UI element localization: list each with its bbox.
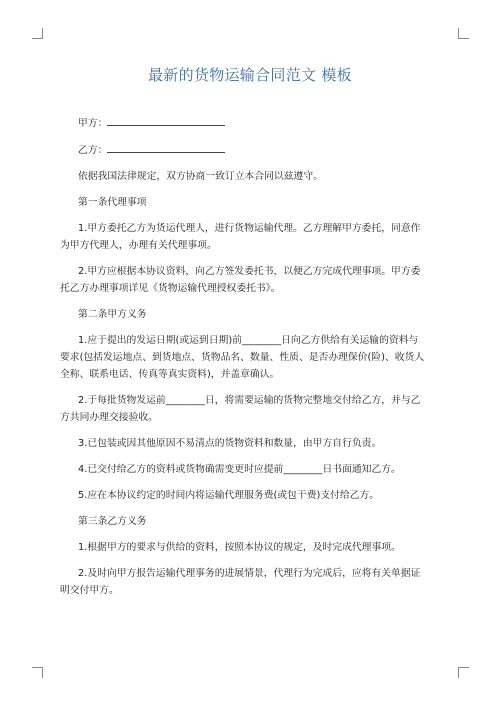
- paragraph-line: 2.及时向甲方报告运输代理事务的进展情景，代理行为完成后，应将有关单据证: [78, 568, 421, 579]
- paragraph: [60, 392, 445, 426]
- paragraph-line: 4.已交付给乙方的资料或货物确需变更时应提前________日书面通知乙方。: [78, 464, 401, 475]
- party-a-label: 甲方：: [78, 118, 108, 129]
- paragraph: [60, 220, 445, 254]
- paragraph: [60, 487, 445, 504]
- section-heading: [60, 306, 445, 323]
- paragraph-line: 方共同办理交接验收。: [60, 412, 158, 423]
- paragraph-line: 第二条甲方义务: [78, 309, 147, 320]
- party-a-line: [60, 114, 445, 132]
- crop-mark-bottom-right: [458, 667, 469, 678]
- paragraph-line: 2.甲方应根据本协议资料，向乙方签发委托书，以便乙方完成代理事项。甲方委: [78, 266, 421, 277]
- section-heading: [60, 194, 445, 211]
- paragraph-line: 依据我国法律规定，双方协商一致订立本合同以兹遵守。: [78, 171, 323, 182]
- paragraph-line: 第三条乙方义务: [78, 516, 147, 527]
- paragraph-line: 5.应在本协议约定的时间内将运输代理服务费(或包干费)支付给乙方。: [78, 490, 380, 501]
- paragraph: [60, 539, 445, 556]
- paragraph-line: 1.根据甲方的要求与供给的资料，按照本协议的规定，及时完成代理事项。: [78, 542, 401, 553]
- section-heading: [60, 513, 445, 530]
- paragraph: [60, 435, 445, 452]
- party-b-label: 乙方：: [78, 145, 108, 156]
- paragraph-line: 托乙方办理事项详见《货物运输代理授权委托书》。: [60, 283, 281, 294]
- paragraph-line: 第一条代理事项: [78, 197, 147, 208]
- paragraph-line: 1.应于提出的发运日期(或运到日期)前________日向乙方供给有关运输的资料与: [78, 335, 419, 346]
- crop-mark-top-left: [32, 28, 43, 39]
- crop-mark-bottom-left: [32, 667, 43, 678]
- paragraph: [60, 168, 445, 185]
- party-b-line: [60, 141, 445, 159]
- paragraph-line: 要求(包括发运地点、到货地点、货物品名、数量、性质、是否办理保价(险)、收货人: [60, 352, 425, 363]
- paragraph-line: 3.已包装或因其他原因不易清点的货物资料和数量，由甲方自行负责。: [78, 438, 382, 449]
- paragraph: [60, 461, 445, 478]
- paragraph: [60, 565, 445, 599]
- paragraph-line: 明交付甲方。: [60, 585, 119, 596]
- paragraph: [60, 332, 445, 383]
- paragraph-line: 为甲方代理人，办理有关代理事项。: [60, 240, 217, 251]
- party-b-blank[interactable]: [107, 141, 225, 153]
- paragraph-line: 全称、联系电话、传真等真实资料)，并盖章确认。: [60, 369, 280, 380]
- crop-mark-top-right: [458, 28, 469, 39]
- document-title: 最新的货物运输合同范文 模板: [148, 66, 352, 84]
- paragraph-line: 1.甲方委托乙方为货运代理人，进行货物运输代理。乙方理解甲方委托，同意作: [78, 223, 421, 234]
- paragraph-line: 2.于每批货物发运前________日，将需要运输的货物完整地交付给乙方，并与乙: [78, 395, 421, 406]
- document-body: [60, 114, 445, 608]
- paragraph: [60, 263, 445, 297]
- party-a-blank[interactable]: [107, 114, 225, 126]
